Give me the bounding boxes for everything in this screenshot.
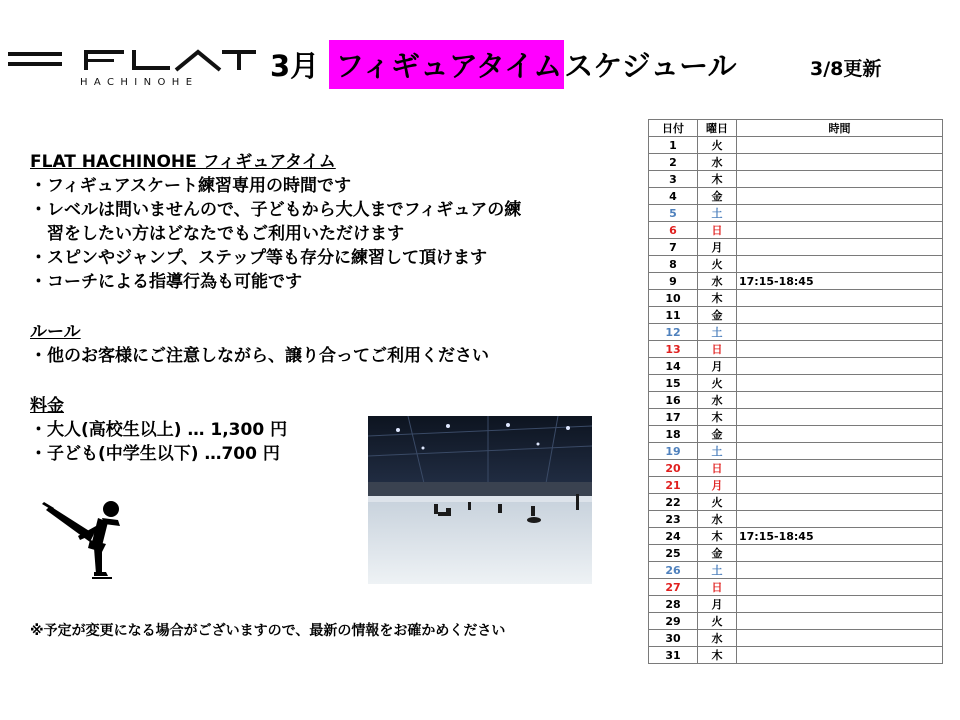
- schedule-weekday: 月: [698, 358, 737, 375]
- schedule-weekday: 日: [698, 341, 737, 358]
- schedule-date: 16: [649, 392, 698, 409]
- header-time: 時間: [737, 120, 943, 137]
- info-bullet: ・スピンやジャンプ、ステップ等も存分に練習して頂けます: [30, 248, 487, 268]
- schedule-time: 17:15-18:45: [737, 273, 943, 290]
- schedule-time: [737, 324, 943, 341]
- schedule-time: [737, 647, 943, 664]
- info-heading: FLAT HACHINOHE フィギュアタイム: [30, 152, 336, 172]
- schedule-row: [649, 494, 943, 511]
- flat-logo-mark: [8, 44, 258, 76]
- schedule-weekday: 火: [698, 494, 737, 511]
- schedule-row: [649, 647, 943, 664]
- schedule-time: [737, 545, 943, 562]
- schedule-date: 31: [649, 647, 698, 664]
- schedule-date: 13: [649, 341, 698, 358]
- schedule-time: [737, 171, 943, 188]
- schedule-row: [649, 562, 943, 579]
- schedule-date: 15: [649, 375, 698, 392]
- schedule-row: [649, 154, 943, 171]
- schedule-row: [649, 460, 943, 477]
- schedule-weekday: 金: [698, 426, 737, 443]
- schedule-weekday: 月: [698, 596, 737, 613]
- schedule-row: [649, 545, 943, 562]
- schedule-time: [737, 392, 943, 409]
- flat-logo: [8, 44, 258, 90]
- schedule-row: [649, 392, 943, 409]
- schedule-table: [648, 119, 943, 664]
- schedule-time: [737, 630, 943, 647]
- schedule-weekday: 木: [698, 528, 737, 545]
- schedule-weekday: 水: [698, 273, 737, 290]
- skater-silhouette-icon: [40, 496, 130, 582]
- schedule-row: [649, 222, 943, 239]
- schedule-date: 25: [649, 545, 698, 562]
- schedule-time: [737, 375, 943, 392]
- page-title: [270, 42, 737, 86]
- schedule-weekday: 土: [698, 205, 737, 222]
- schedule-row: [649, 239, 943, 256]
- schedule-time: [737, 562, 943, 579]
- schedule-time: [737, 613, 943, 630]
- schedule-row: [649, 613, 943, 630]
- schedule-weekday: 火: [698, 256, 737, 273]
- schedule-time: [737, 596, 943, 613]
- schedule-time: [737, 307, 943, 324]
- schedule-weekday: 金: [698, 188, 737, 205]
- schedule-date: 8: [649, 256, 698, 273]
- fee-adult: ・大人(高校生以上) … 1,300 円: [30, 420, 288, 440]
- schedule-date: 19: [649, 443, 698, 460]
- schedule-date: 18: [649, 426, 698, 443]
- schedule-date: 7: [649, 239, 698, 256]
- schedule-date: 17: [649, 409, 698, 426]
- header-date: 日付: [649, 120, 698, 137]
- schedule-weekday: 土: [698, 443, 737, 460]
- schedule-date: 5: [649, 205, 698, 222]
- schedule-time: [737, 188, 943, 205]
- schedule-date: 9: [649, 273, 698, 290]
- schedule-time: [737, 409, 943, 426]
- schedule-date: 23: [649, 511, 698, 528]
- schedule-time: [737, 460, 943, 477]
- schedule-row: [649, 307, 943, 324]
- schedule-row: [649, 596, 943, 613]
- schedule-weekday: 水: [698, 511, 737, 528]
- updated-date: 3/8更新: [810, 58, 882, 80]
- schedule-weekday: 金: [698, 307, 737, 324]
- schedule-weekday: 日: [698, 460, 737, 477]
- schedule-weekday: 火: [698, 375, 737, 392]
- header-weekday: 曜日: [698, 120, 737, 137]
- schedule-row: [649, 171, 943, 188]
- schedule-time: [737, 579, 943, 596]
- schedule-weekday: 木: [698, 290, 737, 307]
- schedule-date: 1: [649, 137, 698, 154]
- schedule-row: [649, 290, 943, 307]
- schedule-row: [649, 188, 943, 205]
- schedule-date: 12: [649, 324, 698, 341]
- schedule-date: 2: [649, 154, 698, 171]
- schedule-weekday: 木: [698, 647, 737, 664]
- schedule-weekday: 土: [698, 324, 737, 341]
- schedule-row: [649, 256, 943, 273]
- schedule-time: [737, 239, 943, 256]
- schedule-time: [737, 222, 943, 239]
- schedule-time: 17:15-18:45: [737, 528, 943, 545]
- schedule-date: 20: [649, 460, 698, 477]
- schedule-time: [737, 494, 943, 511]
- schedule-date: 6: [649, 222, 698, 239]
- schedule-time: [737, 256, 943, 273]
- schedule-time: [737, 477, 943, 494]
- schedule-row: [649, 324, 943, 341]
- schedule-weekday: 水: [698, 154, 737, 171]
- schedule-weekday: 日: [698, 222, 737, 239]
- rule-heading: ルール: [30, 322, 81, 342]
- schedule-row: [649, 341, 943, 358]
- schedule-row: [649, 477, 943, 494]
- info-bullet: ・レベルは問いませんので、子どもから大人までフィギュアの練: [30, 200, 522, 220]
- schedule-row: [649, 409, 943, 426]
- logo-subtext: HACHINOHE: [80, 77, 199, 88]
- schedule-date: 10: [649, 290, 698, 307]
- schedule-row: [649, 137, 943, 154]
- schedule-row: [649, 426, 943, 443]
- schedule-date: 30: [649, 630, 698, 647]
- schedule-row: [649, 273, 943, 290]
- schedule-date: 27: [649, 579, 698, 596]
- schedule-weekday: 土: [698, 562, 737, 579]
- schedule-weekday: 月: [698, 239, 737, 256]
- schedule-weekday: 日: [698, 579, 737, 596]
- schedule-time: [737, 341, 943, 358]
- schedule-row: [649, 375, 943, 392]
- schedule-row: [649, 630, 943, 647]
- schedule-date: 29: [649, 613, 698, 630]
- schedule-time: [737, 290, 943, 307]
- info-bullet-continued: 習をしたい方はどなたでもご利用いただけます: [47, 224, 404, 244]
- notice-text: ※予定が変更になる場合がございますので、最新の情報をお確かめください: [30, 623, 506, 639]
- info-bullet: ・フィギュアスケート練習専用の時間です: [30, 176, 351, 196]
- schedule-date: 14: [649, 358, 698, 375]
- schedule-row: [649, 511, 943, 528]
- info-bullet: ・コーチによる指導行為も可能です: [30, 272, 302, 292]
- schedule-weekday: 水: [698, 392, 737, 409]
- schedule-weekday: 火: [698, 613, 737, 630]
- title-month: 3月: [270, 48, 320, 83]
- title-suffix: スケジュール: [564, 48, 737, 83]
- schedule-row: [649, 358, 943, 375]
- schedule-date: 28: [649, 596, 698, 613]
- schedule-weekday: 月: [698, 477, 737, 494]
- schedule-time: [737, 426, 943, 443]
- schedule-weekday: 木: [698, 409, 737, 426]
- schedule-date: 11: [649, 307, 698, 324]
- fee-child: ・子ども(中学生以下) …700 円: [30, 444, 280, 464]
- schedule-row: [649, 579, 943, 596]
- schedule-date: 4: [649, 188, 698, 205]
- title-highlight: フィギュアタイム: [329, 40, 564, 89]
- schedule-date: 22: [649, 494, 698, 511]
- schedule-header-row: [649, 120, 943, 137]
- schedule-weekday: 水: [698, 630, 737, 647]
- schedule-row: [649, 205, 943, 222]
- ice-rink-photo: [368, 416, 592, 584]
- schedule-time: [737, 443, 943, 460]
- rule-text: ・他のお客様にご注意しながら、譲り合ってご利用ください: [30, 346, 489, 366]
- schedule-weekday: 木: [698, 171, 737, 188]
- schedule-time: [737, 358, 943, 375]
- schedule-date: 3: [649, 171, 698, 188]
- schedule-date: 26: [649, 562, 698, 579]
- schedule-time: [737, 154, 943, 171]
- schedule-row: [649, 528, 943, 545]
- fee-heading: 料金: [30, 396, 64, 416]
- schedule-weekday: 金: [698, 545, 737, 562]
- schedule-time: [737, 137, 943, 154]
- schedule-date: 24: [649, 528, 698, 545]
- schedule-time: [737, 511, 943, 528]
- schedule-time: [737, 205, 943, 222]
- schedule-row: [649, 443, 943, 460]
- schedule-weekday: 火: [698, 137, 737, 154]
- schedule-date: 21: [649, 477, 698, 494]
